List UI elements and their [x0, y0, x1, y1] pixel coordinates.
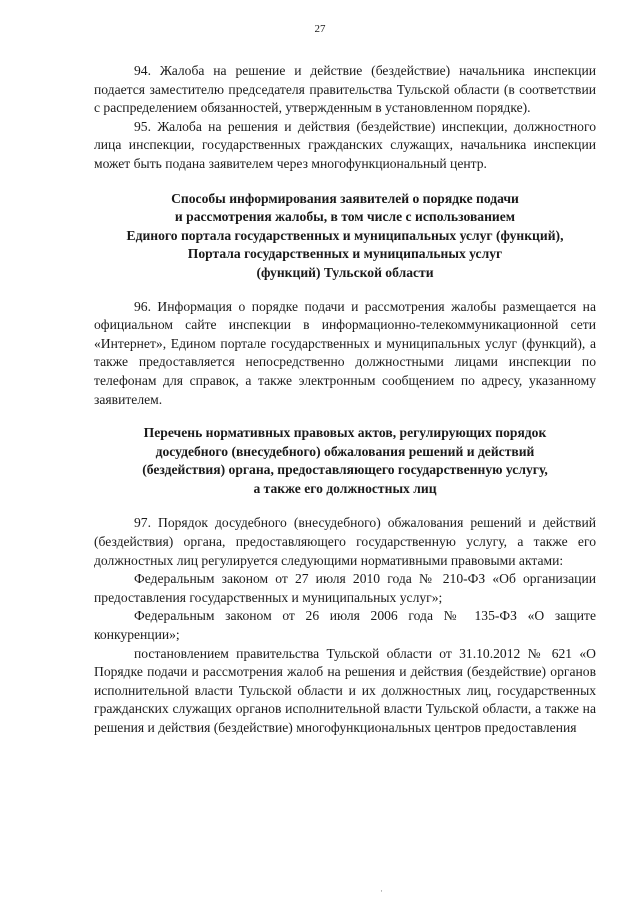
law-135-fz: Федеральным законом от 26 июля 2006 года № 135-ФЗ «О защите конкуренции»;: [94, 608, 596, 643]
scan-mark: ·: [380, 886, 383, 896]
heading-line: Портала государственных и муниципальных услуг: [187, 246, 503, 262]
resolution-621: постановлением правительства Тульской области от 31.10.2012 № 621 «О Порядке подачи и рассмотрения жалоб на решения и действия (бездействие) органов исполнительной власти Тульской области и их должностных лиц, государственных гражданских служащих органов исполнительной власти Тульской области, а также на решения и действия (бездействие) многофункциональных центров предоставления: [94, 645, 596, 735]
heading-line: (бездействия) органа, предоставляющего государственную услугу,: [142, 462, 548, 478]
paragraph-94: 94. Жалоба на решение и действие (бездействие) начальника инспекции подается заместителю председателя правительства Тульской области (в соответствии с распределением обязанностей, утвержденным в установленном порядке).: [94, 63, 596, 116]
heading-line: Перечень нормативных правовых актов, регулирующих порядок: [143, 425, 547, 441]
section-heading-legal-acts: [94, 424, 596, 498]
law-210-fz: Федеральным законом от 27 июля 2010 года № 210-ФЗ «Об организации предоставления государственных и муниципальных услуг»;: [94, 571, 596, 605]
heading-line: и рассмотрения жалобы, в том числе с использованием: [174, 209, 516, 225]
paragraph-95: 95. Жалоба на решения и действия (бездействие) инспекции, должностного лица инспекции, государственных гражданских служащих, начальника инспекции может быть подана заявителем через многофункциональный центр.: [94, 118, 596, 171]
section-heading-informing: [94, 190, 596, 283]
heading-line: (функций) Тульской области: [256, 264, 434, 280]
heading-line: Единого портала государственных и муниципальных услуг (функций),: [126, 227, 564, 243]
paragraph-97: 97. Порядок досудебного (внесудебного) обжалования решений и действий (бездействия) органа, предоставляющего государственную услугу, а также его должностных лиц регулируется следующими нормативными правовыми актами:: [94, 515, 596, 568]
paragraph-96: 96. Информация о порядке подачи и рассмотрения жалобы размещается на официальном сайте инспекции в информационно-телекоммуникационной сети «Интернет», Едином портале государственных и муниципальных услуг (функций), а также предоставляется непосредственно должностными лицами инспекции по телефонам для справок, а также электронным сообщением по адресу, указанному заявителем.: [94, 298, 596, 407]
page-number: 27: [314, 23, 326, 35]
heading-line: а также его должностных лиц: [253, 480, 437, 496]
heading-line: досудебного (внесудебного) обжалования решений и действий: [155, 443, 535, 459]
heading-line: Способы информирования заявителей о порядке подачи: [171, 190, 519, 206]
page-content: [94, 62, 596, 738]
